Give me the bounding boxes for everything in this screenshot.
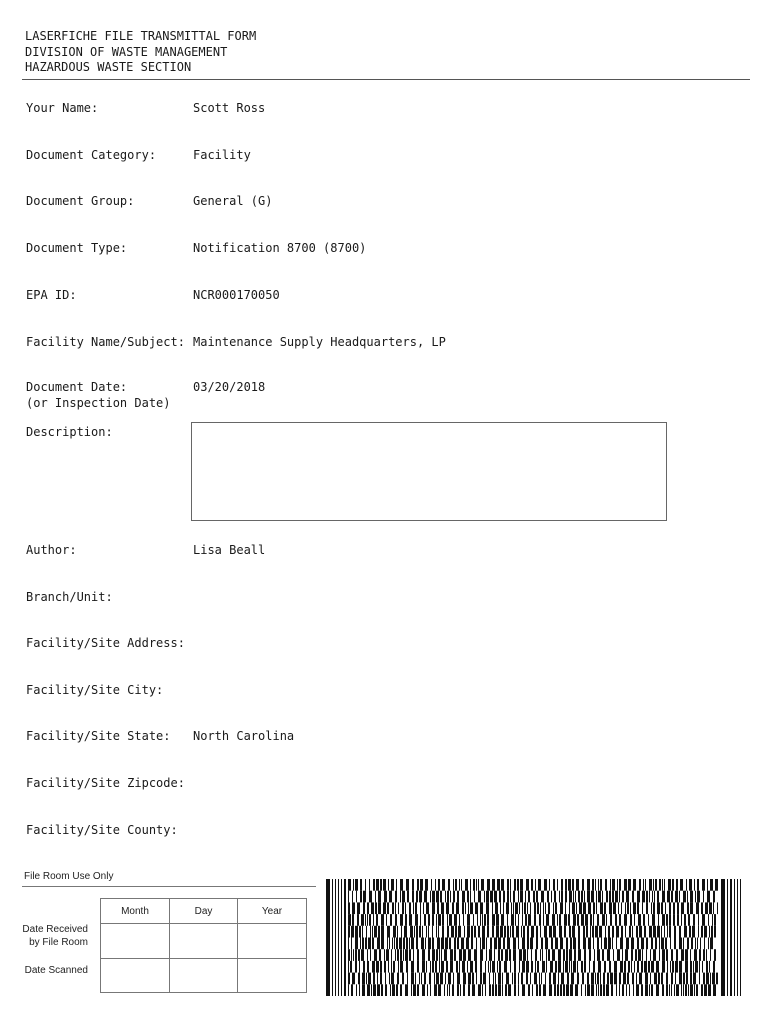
your-name-label: Your Name: bbox=[26, 101, 99, 115]
document-type-value: Notification 8700 (8700) bbox=[193, 241, 367, 255]
description-box[interactable] bbox=[191, 422, 667, 521]
document-date-value: 03/20/2018 bbox=[193, 380, 266, 394]
document-type-label: Document Type: bbox=[26, 241, 128, 255]
author-value: Lisa Beall bbox=[193, 543, 266, 557]
date-received-line1: Date Received bbox=[22, 924, 88, 935]
file-room-title: File Room Use Only bbox=[24, 871, 114, 882]
document-group-label: Document Group: bbox=[26, 194, 135, 208]
epa-id-label: EPA ID: bbox=[26, 288, 77, 302]
received-year-cell[interactable] bbox=[238, 924, 307, 959]
document-date-label: Document Date: bbox=[26, 380, 128, 394]
pdf417-barcode bbox=[326, 879, 742, 996]
header-section: HAZARDOUS WASTE SECTION bbox=[25, 60, 192, 74]
file-room-table bbox=[100, 898, 307, 993]
facility-name-label: Facility Name/Subject: bbox=[26, 335, 185, 349]
received-day-cell[interactable] bbox=[170, 924, 238, 959]
scanned-month-cell[interactable] bbox=[101, 959, 170, 993]
site-zipcode-label: Facility/Site Zipcode: bbox=[26, 776, 185, 790]
received-month-cell[interactable] bbox=[101, 924, 170, 959]
document-group-value: General (G) bbox=[193, 194, 273, 208]
file-room-divider bbox=[22, 886, 316, 887]
date-received-label bbox=[20, 923, 88, 949]
day-header: Day bbox=[170, 899, 238, 924]
header-divider bbox=[22, 79, 750, 80]
epa-id-value: NCR000170050 bbox=[193, 288, 280, 302]
branch-unit-label: Branch/Unit: bbox=[26, 590, 113, 604]
author-label: Author: bbox=[26, 543, 77, 557]
scanned-year-cell[interactable] bbox=[238, 959, 307, 993]
date-scanned-label: Date Scanned bbox=[24, 965, 88, 976]
header-division: DIVISION OF WASTE MANAGEMENT bbox=[25, 44, 228, 59]
site-state-value: North Carolina bbox=[193, 729, 295, 743]
scanned-day-cell[interactable] bbox=[170, 959, 238, 993]
your-name-value: Scott Ross bbox=[193, 101, 266, 115]
document-date-sublabel: (or Inspection Date) bbox=[26, 396, 171, 410]
form-header bbox=[25, 29, 256, 76]
facility-name-value: Maintenance Supply Headquarters, LP bbox=[193, 335, 446, 349]
year-header: Year bbox=[238, 899, 307, 924]
month-header: Month bbox=[101, 899, 170, 924]
site-city-label: Facility/Site City: bbox=[26, 683, 164, 697]
header-title: LASERFICHE FILE TRANSMITTAL FORM bbox=[25, 29, 257, 43]
description-label: Description: bbox=[26, 425, 113, 439]
date-received-line2: by File Room bbox=[29, 937, 88, 948]
site-county-label: Facility/Site County: bbox=[26, 823, 178, 837]
site-state-label: Facility/Site State: bbox=[26, 729, 171, 743]
document-category-value: Facility bbox=[193, 148, 251, 162]
site-address-label: Facility/Site Address: bbox=[26, 636, 185, 650]
document-category-label: Document Category: bbox=[26, 148, 157, 162]
